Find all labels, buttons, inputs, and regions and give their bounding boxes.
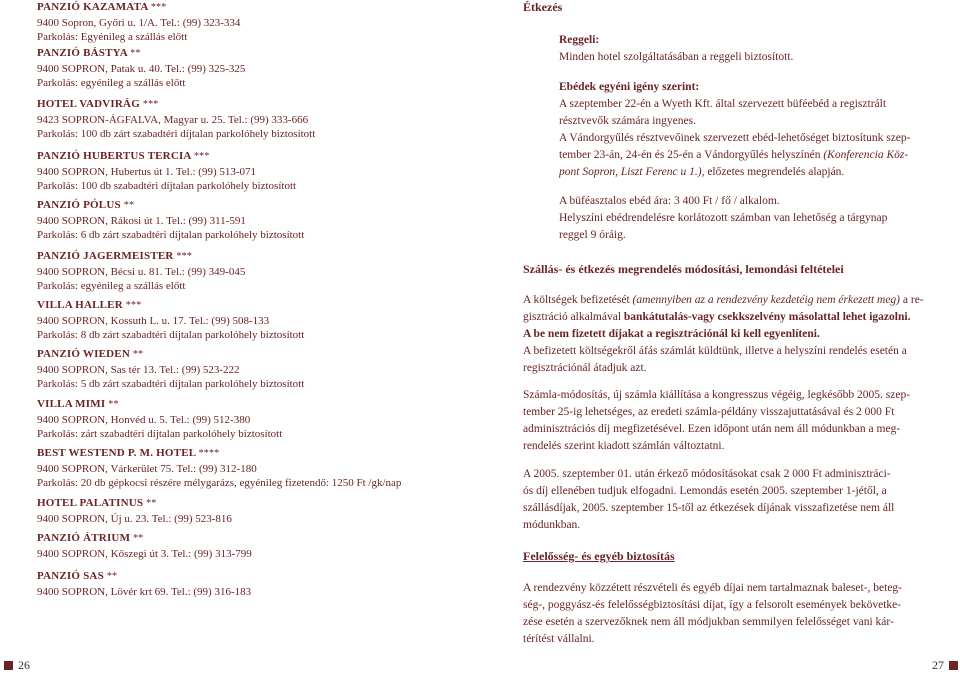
liability-paragraph [523,580,953,648]
hotel-name-text: VILLA HALLER [37,299,123,311]
hotel-entry [37,198,304,243]
hotel-name-text: PANZIÓ JAGERMEISTER [37,250,174,262]
payment-paragraph [523,292,953,377]
cancel-line-2: ós díj ellenében tudjuk elfogadni. Lemondás esetén 2005. szeptember 1-jétől, a [523,485,887,497]
breakfast-block [559,32,954,66]
hotel-entry [37,249,245,294]
hotel-address: 9400 SOPRON, Honvéd u. 5. Tel.: (99) 512-380 [37,413,251,426]
hotel-parking: Parkolás: 8 db zárt szabadtéri díjtalan parkolóhely biztosított [37,329,305,341]
hotel-parking: Parkolás: zárt szabadtéri díjtalan parkolóhely biztosított [37,428,283,440]
hotel-entry [37,298,304,343]
hotel-address: 9400 SOPRON, Rákosi út 1. Tel.: (99) 311-591 [37,214,246,227]
payment-line-2b: bankátutalás-vagy csekkszelvény másolattal lehet igazolni. [623,311,911,323]
page-number-left: 26 [18,658,30,672]
hotel-address: 9400 SOPRON, Hubertus út 1. Tel.: (99) 513-071 [37,165,257,178]
payment-line-3: A be nem fizetett díjakat a regisztrációnál ki kell egyenlíteni. [523,328,820,340]
hotel-name-text: HOTEL PALATINUS [37,497,144,509]
hotel-stars: ** [130,48,141,59]
hotel-stars: ** [106,571,118,582]
hotel-stars: ** [123,200,135,211]
hotel-name-text: PANZIÓ SAS [37,570,104,582]
payment-line-1b: (amennyiben az a rendezvény kezdetéig nem érkezett meg) [632,294,901,306]
square-marker-icon [4,661,13,670]
hotel-parking: Parkolás: 100 db szabadtéri díjtalan parkolóhely biztosított [37,180,297,192]
liab-line-1: A rendezvény közzétett részvételi és egyéb díjai nem tartalmaznak baleset-, beteg- [523,582,903,594]
hotel-address: 9400 SOPRON, Várkerület 75. Tel.: (99) 312-180 [37,462,257,475]
hotel-entry [37,397,282,442]
hotel-name-text: PANZIÓ BÁSTYA [37,47,128,59]
breakfast-text: Minden hotel szolgáltatásában a reggeli biztosított. [559,51,794,63]
hotel-address: 9400 SOPRON, Patak u. 40. Tel.: (99) 325-325 [37,62,246,75]
hotel-stars: ** [133,533,144,544]
buffet-line-1: A büféasztalos ebéd ára: 3 400 Ft / fő / alkalom. [559,195,780,207]
hotel-parking: Parkolás: 5 db zárt szabadtéri díjtalan parkolóhely biztosított [37,378,305,390]
section-title-meals: Étkezés [523,0,563,14]
buffet-block [559,193,954,244]
hotel-name [37,298,304,314]
invoice-line-2: tember 25-ig lehetséges, az eredeti számla-példány visszajuttatásával és 2 000 Ft [523,406,895,418]
hotel-name-text: BEST WESTEND P. M. HOTEL [37,447,196,459]
hotel-name [37,397,282,413]
cancel-line-4: módunkban. [523,519,581,531]
hotel-name [37,347,304,363]
hotel-entry [37,0,240,45]
hotel-entry [37,149,296,194]
hotel-name-text: PANZIÓ HUBERTUS TERCIA [37,150,191,162]
hotel-name-text: PANZIÓ KAZAMATA [37,1,148,13]
hotel-name [37,569,251,585]
liab-line-4: térítést vállalni. [523,633,595,645]
hotel-stars: ** [132,349,144,360]
hotel-parking: Parkolás: egyénileg a szállás előtt [37,77,186,89]
payment-line-4: A befizetett költségekről áfás számlát küldtünk, illetve a helyszíni rendelés esetén a [523,345,907,357]
hotel-name [37,198,304,214]
hotel-name [37,531,252,547]
lunch-line-5b: előzetes megrendelés alapján. [704,166,845,178]
footer-right [932,658,958,673]
invoice-line-3: adminisztrációs díj megfizetésével. Ezen időpont után nem áll módunkban a meg- [523,423,901,435]
hotel-parking: Parkolás: egyénileg a szállás előtt [37,280,186,292]
buffet-line-3: reggel 9 óráig. [559,229,626,241]
hotel-parking: Parkolás: 100 db zárt szabadtéri díjtalan parkolóhely biztosított [37,128,316,140]
hotel-name [37,446,401,462]
hotel-address: 9400 SOPRON, Új u. 23. Tel.: (99) 523-816 [37,512,232,525]
square-marker-icon [949,661,958,670]
cancellation-paragraph [523,466,953,534]
buffet-line-2: Helyszíni ebédrendelésre korlátozott számban van lehetőség a tárgynap [559,212,888,224]
hotel-name-text: HOTEL VADVIRÁG [37,98,140,110]
hotel-address: 9400 SOPRON, Bécsi u. 81. Tel.: (99) 349-045 [37,265,246,278]
hotel-stars: *** [150,2,167,13]
lunch-line-4 [559,147,954,164]
payment-line-1a: A költségek befizetését [523,294,633,306]
hotel-name [37,496,232,512]
hotel-stars: *** [125,300,142,311]
hotel-address: 9400 Sopron, Győri u. 1/A. Tel.: (99) 323-334 [37,16,241,29]
breakfast-title: Reggeli: [559,34,600,46]
invoice-line-1: Számla-módosítás, új számla kiállítása a kongresszus végéig, legkésőbb 2005. szep- [523,389,911,401]
hotel-name [37,149,296,165]
lunch-title: Ebédek egyéni igény szerint: [559,81,700,93]
lunch-block [559,79,954,181]
hotel-parking: Parkolás: 20 db gépkocsi részére mélygarázs, egyénileg fizetendő: 1250 Ft /gk/nap [37,477,402,489]
hotel-entry [37,531,252,561]
lunch-line-1: A szeptember 22-én a Wyeth Kft. által szervezett büféebéd a regisztrált [559,98,887,110]
hotel-stars: *** [176,251,193,262]
lunch-line-3: A Vándorgyűlés résztvevőinek szervezett ebéd-lehetőséget biztosítunk szep- [559,132,911,144]
lunch-line-4b: (Konferencia Köz- [823,149,909,161]
lunch-line-2: résztvevők számára ingyenes. [559,115,696,127]
hotel-name [37,97,315,113]
hotel-parking: Parkolás: Egyénileg a szállás előtt [37,31,188,43]
hotel-parking: Parkolás: 6 db zárt szabadtéri díjtalan parkolóhely biztosított [37,229,305,241]
hotel-entry [37,446,401,491]
hotel-stars: **** [198,448,220,459]
page-number-right: 27 [932,658,944,672]
hotel-entry [37,569,251,599]
hotel-address: 9400 SOPRON, Kőszegi út 3. Tel.: (99) 313-799 [37,547,252,560]
hotel-entry [37,496,232,526]
hotel-entry [37,347,304,392]
order-conditions-title: Szállás- és étkezés megrendelés módosítási, lemondási feltételei [523,262,844,276]
hotel-name [37,0,240,16]
hotel-name [37,46,245,62]
footer-left [4,658,30,673]
hotel-entry [37,46,245,91]
payment-line-5: regisztrációnál átadjuk azt. [523,362,647,374]
hotel-address: 9400 SOPRON, Sas tér 13. Tel.: (99) 523-222 [37,363,240,376]
payment-line-2a: gisztráció alkalmával [523,311,624,323]
hotel-name-text: PANZIÓ WIEDEN [37,348,130,360]
hotel-stars: *** [193,151,210,162]
invoice-paragraph [523,387,953,455]
hotel-address: 9423 SOPRON-ÁGFALVA, Magyar u. 25. Tel.: (99) 333-666 [37,113,309,126]
liab-line-3: zése esetén a szervezőknek nem áll módjukban semmilyen felelősséget vani kár- [523,616,894,628]
lunch-line-4a: tember 23-án, 24-én és 25-én a Vándorgyűlés helyszínén [559,149,824,161]
hotel-stars: ** [146,498,157,509]
cancel-line-3: szállásdíjak, 2005. szeptember 15-től az étkezések díjának visszafizetése nem áll [523,502,895,514]
payment-line-1c: a re- [900,294,924,306]
liab-line-2: ség-, poggyász-és felelősségbiztosítási díjat, így a felsorolt események bekövetke- [523,599,902,611]
liability-title: Felelősség- és egyéb biztosítás [523,549,675,563]
hotel-name [37,249,245,265]
hotel-name-text: VILLA MIMI [37,398,106,410]
hotel-stars: *** [142,99,159,110]
hotel-stars: ** [108,399,119,410]
cancel-line-1: A 2005. szeptember 01. után érkező módosításokat csak 2 000 Ft adminisztráci- [523,468,891,480]
hotel-entry [37,97,315,142]
hotel-address: 9400 SOPRON, Kossuth L. u. 17. Tel.: (99) 508-133 [37,314,270,327]
hotel-name-text: PANZIÓ ÁTRIUM [37,532,131,544]
payment-line-1 [523,292,953,309]
lunch-line-5 [559,164,954,181]
invoice-line-4: rendelés szerint kiadott számlán változtatni. [523,440,725,452]
hotel-address: 9400 SOPRON, Lövér krt 69. Tel.: (99) 316-183 [37,585,252,598]
lunch-line-5a: pont Sopron, Liszt Ferenc u 1.), [559,166,705,178]
payment-line-2 [523,309,953,326]
hotel-name-text: PANZIÓ PÓLUS [37,199,121,211]
